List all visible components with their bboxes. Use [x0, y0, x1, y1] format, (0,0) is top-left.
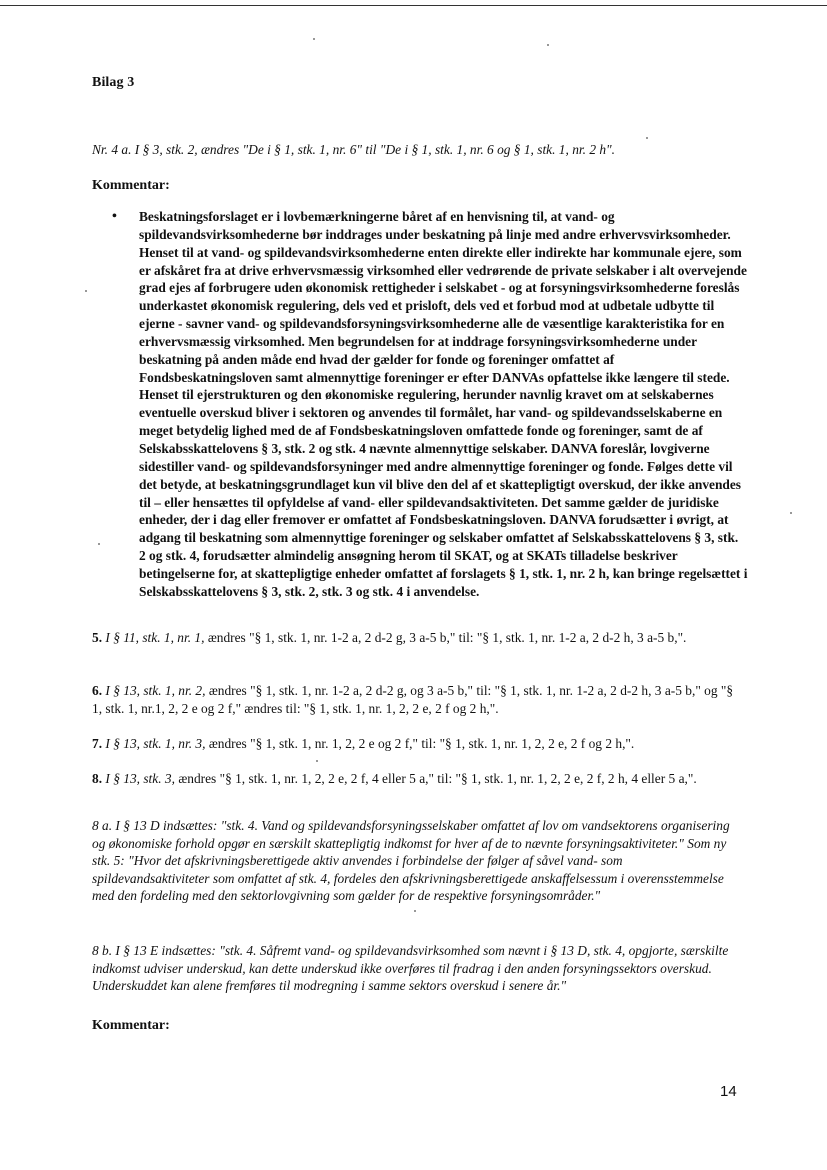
- amendment-number: 5.: [92, 630, 103, 645]
- scan-speck: [646, 137, 648, 139]
- scan-speck: [313, 38, 315, 40]
- amendment-7: [92, 735, 742, 753]
- amendment-text: ændres "§ 1, stk. 1, nr. 1-2 a, 2 d-2 g, og 3 a-5 b," til: "§ 1, stk. 1, nr. 1-2 a, 2 d-2 h, 3 a-5 b," og "§ 1, stk. 1, nr.1, 2, 2 e og 2 f," ændres til: "§ 1, stk. 1, nr. 1, 2, 2 e, 2 f og 2 h,".: [92, 683, 734, 716]
- amendment-6: [92, 682, 742, 717]
- scan-speck: [414, 910, 416, 912]
- amendment-number: 6.: [92, 683, 103, 698]
- amendment-reference: I § 11, stk. 1, nr. 1,: [105, 630, 205, 645]
- amendment-8a: 8 a. I § 13 D indsættes: "stk. 4. Vand og spildevandsforsyningsselskaber omfattet af lov om vandsektorens organisering og økonomiske forhold opgør en særskilt skattepligtig indkomst for hver af de to nævnte forsyningsaktiviteter." Som ny stk. 5: "Hvor det afskrivningsberettigede aktiv anvendes i forbindelse der følger af såvel vand- som spildevandsaktiviteter som omfattet af stk. 4, fordeles den afskrivningsberettigede anskaffelsessum i overensstemmelse med den fordeling med den sektorlovgivning som gælder for de respektive forsyningsområder.": [92, 818, 730, 903]
- amendment-5: [92, 629, 742, 647]
- amendment-reference: I § 13, stk. 3,: [105, 771, 175, 786]
- bullet-icon: •: [112, 209, 117, 224]
- top-border-line: [0, 5, 827, 6]
- kommentar-label: Kommentar:: [92, 1018, 170, 1033]
- amendment-8: [92, 770, 742, 788]
- amendment-number: 7.: [92, 736, 103, 751]
- amendment-text: ændres "§ 1, stk. 1, nr. 1, 2, 2 e og 2 f," til: "§ 1, stk. 1, nr. 1, 2, 2 e, 2 f og 2 h,".: [205, 736, 635, 751]
- kommentar-label: Kommentar:: [92, 178, 170, 193]
- scan-speck: [790, 512, 792, 514]
- amendment-4a: Nr. 4 a. I § 3, stk. 2, ændres "De i § 1, stk. 1, nr. 6" til "De i § 1, stk. 1, nr. 6 og § 1, stk. 1, nr. 2 h".: [92, 142, 616, 157]
- scan-speck: [98, 543, 100, 545]
- comment-bullet-text: Beskatningsforslaget er i lovbemærkningerne båret af en henvisning til, at vand- og spildevandsvirksomhederne bør inddrages under beskatning på linje med andre erhvervsvirksomheder. Henset til at vand- og spildevandsvirksomhederne enten direkte eller indirekte har kommunale ejere, som er afskåret fra at drive erhvervsmæssig virksomhed eller vedrørende de private selskaber i alt overvejende grad ejes af forbrugere uden økonomisk rettigheder i selskabet - og at forsyningsvirksomhederne foreslås underkastet økonomisk regulering, dels ved et prisloft, dels ved et forbud mod at udbetale udbytte til ejerne - savner vand- og spildevandsforsyningsvirksomhederne alle de væsentlige karakteristika for en erhvervsmæssig virksomhed. Men begrundelsen for at inddrage forsyningsvirksomhederne under beskatning på anden måde end hvad der gælder for fonde og foreninger omfattet af Fondsbeskatningsloven samt almennyttige foreninger er efter DANVAs opfattelse ikke længere til stede. Henset til ejerstrukturen og den økonomiske regulering, herunder navnlig kravet om at selskabernes eventuelle overskud bliver i sektoren og anvendes til formålet, har vand- og spildevandsselskaberne en meget betydelig lighed med de af Fondsbeskatningsloven omfattede fonde og foreninger, samt de af Selskabsskattelovens § 3, stk. 2 og stk. 4 nævnte almennyttige selskaber. DANVA foreslår, lovgiverne sidestiller vand- og spildevandsforsyninger med andre almennyttige foreninger og fonde. Følges dette vil det betyde, at beskatningsgrundlaget kun vil blive den del af et skattepligtigt overskud, der ikke anvendes til – eller hensættes til opfyldelse af vand- eller spildevandsaktiviteten. Det samme gælder de juridiske enheder, der i dag eller fremover er omfattet af Fondsbeskatningsloven. DANVA forudsætter i øvrigt, at adgang til beskatning som almennyttige foreninger og selskaber omfattet af Selskabsskattelovens § 3, stk. 2 og stk. 4, forudsætter almindelig ansøgning herom til SKAT, og at SKATs tilladelse beskriver betingelserne for, at skattepligtige enheder omfattet af forslagets § 1, stk. 1, nr. 2 h, kan bringe regelsættet i Selskabsskattelovens § 3, stk. 2, stk. 3 og stk. 4 i anvendelse.: [139, 209, 748, 599]
- document-heading: Bilag 3: [92, 75, 135, 90]
- comment-bullet: [112, 208, 748, 601]
- amendment-reference: I § 13, stk. 1, nr. 3,: [105, 736, 206, 751]
- amendment-8b: 8 b. I § 13 E indsættes: "stk. 4. Såfremt vand- og spildevandsvirksomhed som nævnt i § 13 D, stk. 4, opgjorte, særskilte indkomst udviser underskud, kan dette underskud ikke overføres til fradrag i den anden forsyningssektors overskud. Underskuddet kan alene fremføres til modregning i samme sektors overskud i senere år.": [92, 943, 729, 993]
- amendment-number: 8.: [92, 771, 103, 786]
- scan-speck: [547, 44, 549, 46]
- scan-speck: [85, 290, 87, 292]
- amendment-text: ændres "§ 1, stk. 1, nr. 1, 2, 2 e, 2 f, 4 eller 5 a," til: "§ 1, stk. 1, nr. 1, 2, 2 e, 2 f, 2 h, 4 eller 5 a,".: [174, 771, 697, 786]
- amendment-text: ændres "§ 1, stk. 1, nr. 1-2 a, 2 d-2 g, 3 a-5 b," til: "§ 1, stk. 1, nr. 1-2 a, 2 d-2 h, 3 a-5 b,".: [204, 630, 687, 645]
- scan-speck: [316, 760, 318, 762]
- page-number: 14: [720, 1083, 737, 1100]
- amendment-reference: I § 13, stk. 1, nr. 2,: [105, 683, 206, 698]
